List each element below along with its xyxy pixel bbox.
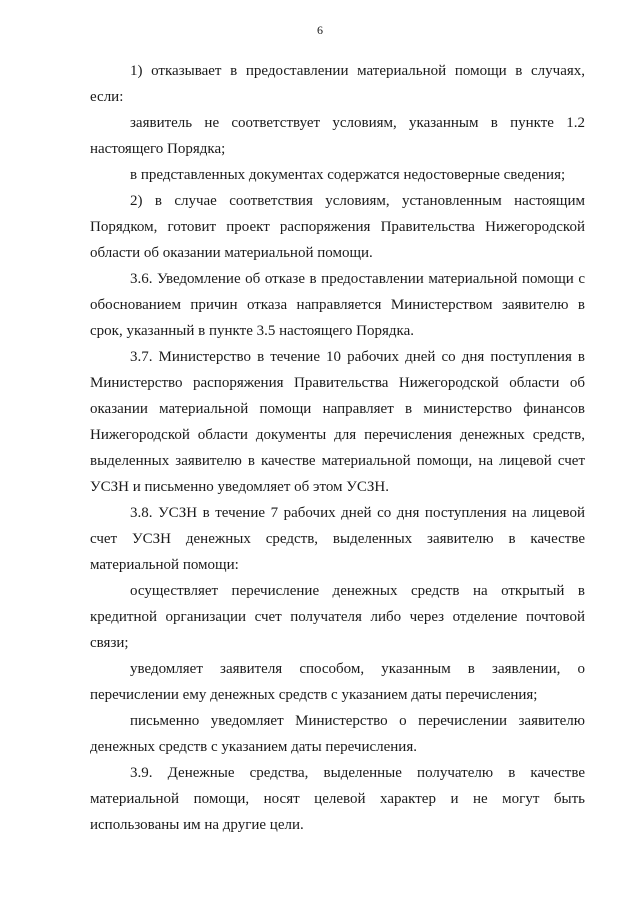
paragraph-3-8: 3.8. УСЗН в течение 7 рабочих дней со дня поступления на лицевой счет УСЗН денежных средств, выделенных заявителю в качестве материальной помощи: xyxy=(90,505,585,573)
paragraph-false-info: в представленных документах содержатся недостоверные сведения; xyxy=(130,167,566,183)
document-body xyxy=(90,58,585,838)
paragraph-transfer: осуществляет перечисление денежных средств на открытый в кредитной организации счет получателя либо через отделение почтовой связи; xyxy=(90,583,585,651)
paragraph-3-7: 3.7. Министерство в течение 10 рабочих дней со дня поступления в Министерство распоряжения Правительства Нижегородской области об оказании материальной помощи направляет в министерство финансов Нижегородской области документы для перечисления денежных средств, выделенных заявителю в качестве материальной помощи, на лицевой счет УСЗН и письменно уведомляет об этом УСЗН. xyxy=(90,349,585,495)
page-number: 6 xyxy=(317,23,323,37)
paragraph-3-9: 3.9. Денежные средства, выделенные получателю в качестве материальной помощи, носят целевой характер и не могут быть использованы им на другие цели. xyxy=(90,765,585,833)
paragraph-refusal-cases: 1) отказывает в предоставлении материальной помощи в случаях, если: xyxy=(90,63,585,105)
paragraph-notify-ministry: письменно уведомляет Министерство о перечислении заявителю денежных средств с указанием даты перечисления. xyxy=(90,713,585,755)
paragraph-nonconformity: заявитель не соответствует условиям, указанным в пункте 1.2 настоящего Порядка; xyxy=(90,115,585,157)
paragraph-prepare-order: 2) в случае соответствия условиям, установленным настоящим Порядком, готовит проект распоряжения Правительства Нижегородской области об оказании материальной помощи. xyxy=(90,193,585,261)
paragraph-notify-applicant: уведомляет заявителя способом, указанным в заявлении, о перечислении ему денежных средств с указанием даты перечисления; xyxy=(90,661,585,703)
paragraph-3-6: 3.6. Уведомление об отказе в предоставлении материальной помощи с обоснованием причин отказа направляется Министерством заявителю в срок, указанный в пункте 3.5 настоящего Порядка. xyxy=(90,271,585,339)
